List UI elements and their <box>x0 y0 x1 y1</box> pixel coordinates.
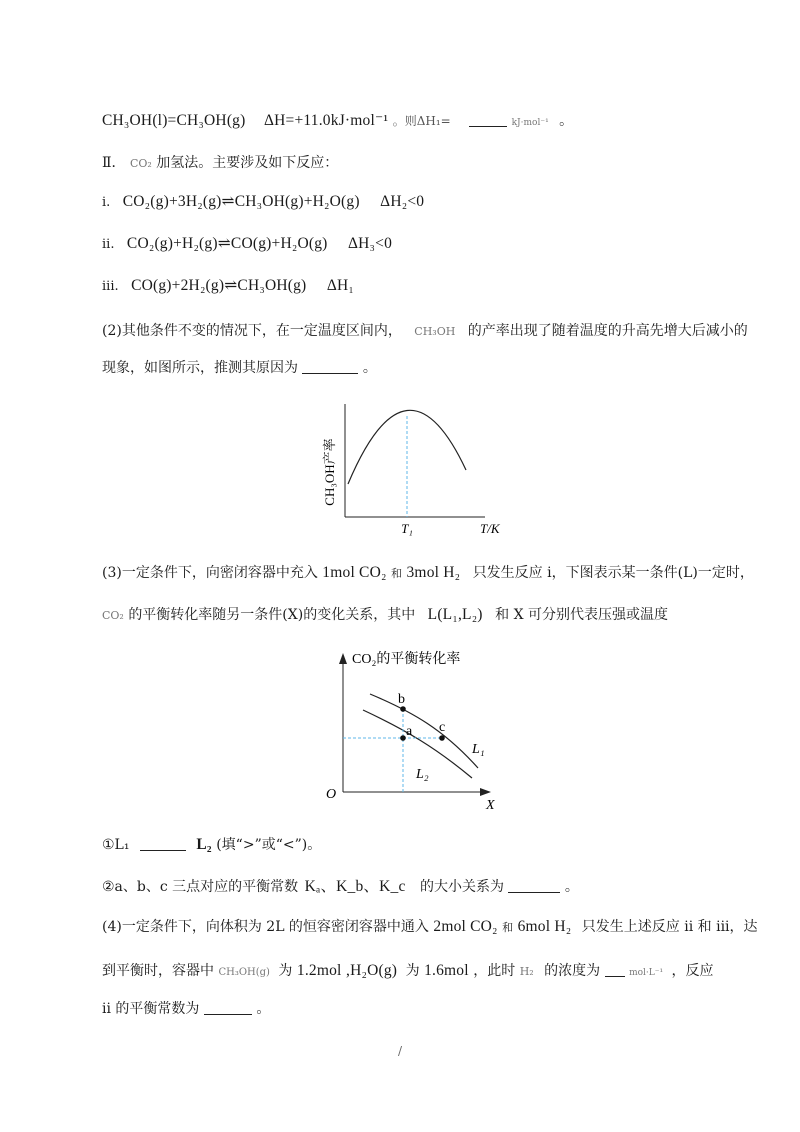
question-4-line1 <box>102 916 758 936</box>
q3a-l2: L₂ <box>196 836 212 853</box>
chart1-y-label: CH₃OH产率 <box>322 438 337 506</box>
chart2-x-arrow <box>480 788 491 796</box>
q4-h2: H₂ <box>519 965 534 978</box>
vaporization-equation: CH₃OH(l)=CH₃OH(g) <box>102 112 246 129</box>
q3b-end: 。 <box>564 879 579 895</box>
chart2-point-b <box>400 706 406 712</box>
q4-h2o-value: 1.6mol <box>424 962 469 979</box>
reaction-ii-equation: CO₂(g)+H₂(g)⇌CO(g)+H₂O(g) <box>126 235 328 252</box>
q3a-answer-blank[interactable] <box>140 836 186 851</box>
line1-end: 。 <box>559 113 574 129</box>
q3b-text-a: ②a、b、c 三点对应的平衡常数 <box>102 879 299 895</box>
reaction-iii <box>102 276 354 295</box>
section-2-text: 加氢法。主要涉及如下反应： <box>156 155 339 171</box>
co2-conversion-chart <box>318 646 518 816</box>
chart2-label-a: a <box>406 724 413 739</box>
section-2-numeral: Ⅱ． <box>102 155 126 171</box>
q4-text-a: (4)一定条件下，向体积为 2L 的恒容密闭容器中通入 <box>102 919 429 935</box>
question-4-line3 <box>102 998 270 1018</box>
reaction-ii-number: ii. <box>102 237 115 252</box>
dh1-unit: kJ·mol⁻¹ <box>511 118 549 128</box>
dh1-answer-blank[interactable] <box>469 112 507 127</box>
q4-h2o: ,H₂O(g) <box>346 962 398 979</box>
q4-ch3oh-value: 1.2mol <box>296 962 342 979</box>
q4-and: 和 <box>502 921 514 934</box>
q4-wei1: 为 <box>278 963 293 979</box>
question-3-part-2 <box>102 874 579 896</box>
chart2-y-arrow <box>339 653 347 664</box>
q4-text-e: 的浓度为 <box>544 963 601 979</box>
chart2-label-c: c <box>439 720 446 735</box>
vaporization-enthalpy: ΔH=+11.0kJ·mol⁻¹ <box>263 112 389 129</box>
q3-text-a: (3)一定条件下，向密闭容器中充入 <box>102 565 318 581</box>
reaction-i <box>102 192 424 211</box>
chart1-t1-tick: T₁ <box>401 521 413 536</box>
q4-h2-amount: 6mol H₂ <box>517 918 572 935</box>
q3b-constants: Kₐ、K_b、K_c <box>304 878 406 895</box>
q4-text-d: ，此时 <box>473 963 516 979</box>
q4-unit: mol·L⁻¹ <box>629 968 664 978</box>
then-dh1-label: 。则ΔH₁= <box>392 114 451 128</box>
chart2-label-l2: L₂ <box>416 767 429 782</box>
chart2-label-l1: L₁ <box>472 742 485 757</box>
q3-co2-label: CO₂ <box>102 609 124 622</box>
q3b-text-b: 的大小关系为 <box>420 879 505 895</box>
q3-l-set: L(L₁,L₂) <box>427 606 483 623</box>
section-2-co2: CO₂ <box>129 157 152 170</box>
reaction-i-enthalpy: ΔH₂<0 <box>380 193 425 210</box>
q4-text-b: 只发生上述反应 ii 和 iii，达 <box>581 919 758 935</box>
chart2-x-label: X <box>486 798 495 813</box>
q2-text-b: 的产率出现了随着温度的升高先增大后减小的 <box>467 323 748 339</box>
chart1-x-label: T/K <box>480 521 500 536</box>
q3-h2-amount: 3mol H₂ <box>406 564 461 581</box>
q4-ch3oh: CH₃OH(g) <box>218 967 270 978</box>
q4-concentration-blank[interactable] <box>605 962 625 977</box>
q4-co2-amount: 2mol CO₂ <box>433 918 498 935</box>
methanol-yield-chart <box>320 392 520 542</box>
enthalpy-line <box>102 110 573 130</box>
q2-text-a: (2)其他条件不变的情况下，在一定温度区间内， <box>102 323 402 339</box>
question-3-line2 <box>102 604 668 624</box>
page-footer-mark: / <box>398 1044 403 1058</box>
q3-co2-amount: 1mol CO₂ <box>322 564 387 581</box>
chart2-curve-l1 <box>370 694 478 768</box>
q3-text-d: 和 X 可分别代表压强或温度 <box>495 607 668 623</box>
q4-text-g: ii 的平衡常数为 <box>102 1001 200 1017</box>
question-2-line2 <box>102 357 377 377</box>
q4-text-c: 到平衡时，容器中 <box>102 963 214 979</box>
chart2-y-label: CO₂的平衡转化率 <box>352 652 461 667</box>
reaction-iii-number: iii. <box>102 279 119 294</box>
q3a-l1: ①L₁ <box>102 837 130 853</box>
reaction-i-equation: CO₂(g)+3H₂(g)⇌CH₃OH(g)+H₂O(g) <box>122 193 360 210</box>
section-2-heading <box>102 152 338 172</box>
question-2-line1 <box>102 320 748 340</box>
question-3-part-1 <box>102 834 321 854</box>
q3-text-b: 只发生反应 i，下图表示某一条件(L)一定时， <box>472 565 754 581</box>
q4-wei2: 为 <box>405 963 420 979</box>
chart2-origin: O <box>326 787 337 802</box>
q2-formula: CH₃OH <box>414 325 456 338</box>
q2-end: 。 <box>362 360 377 376</box>
q2-text-c: 现象，如图所示，推测其原因为 <box>102 360 298 376</box>
chart2-point-a <box>400 735 406 741</box>
reaction-iii-enthalpy: ΔH₁ <box>326 277 355 294</box>
chart2-label-b: b <box>398 692 405 707</box>
reaction-ii-enthalpy: ΔH₃<0 <box>347 235 393 252</box>
q3b-answer-blank[interactable] <box>508 878 560 893</box>
q4-text-f: ，反应 <box>671 963 714 979</box>
q4-end: 。 <box>256 1001 271 1017</box>
reaction-ii <box>102 234 392 253</box>
q3-and: 和 <box>391 567 403 580</box>
q2-answer-blank[interactable] <box>302 359 358 374</box>
q4-k-blank[interactable] <box>204 1000 252 1015</box>
reaction-iii-equation: CO(g)+2H₂(g)⇌CH₃OH(g) <box>131 277 307 294</box>
q3-text-c: 的平衡转化率随另一条件(X)的变化关系，其中 <box>128 607 416 623</box>
question-4-line2 <box>102 960 714 980</box>
chart2-point-c <box>439 735 445 741</box>
question-3-line1 <box>102 562 754 582</box>
q3a-hint: (填“>”或“<”)。 <box>216 837 322 853</box>
reaction-i-number: i. <box>102 195 111 210</box>
